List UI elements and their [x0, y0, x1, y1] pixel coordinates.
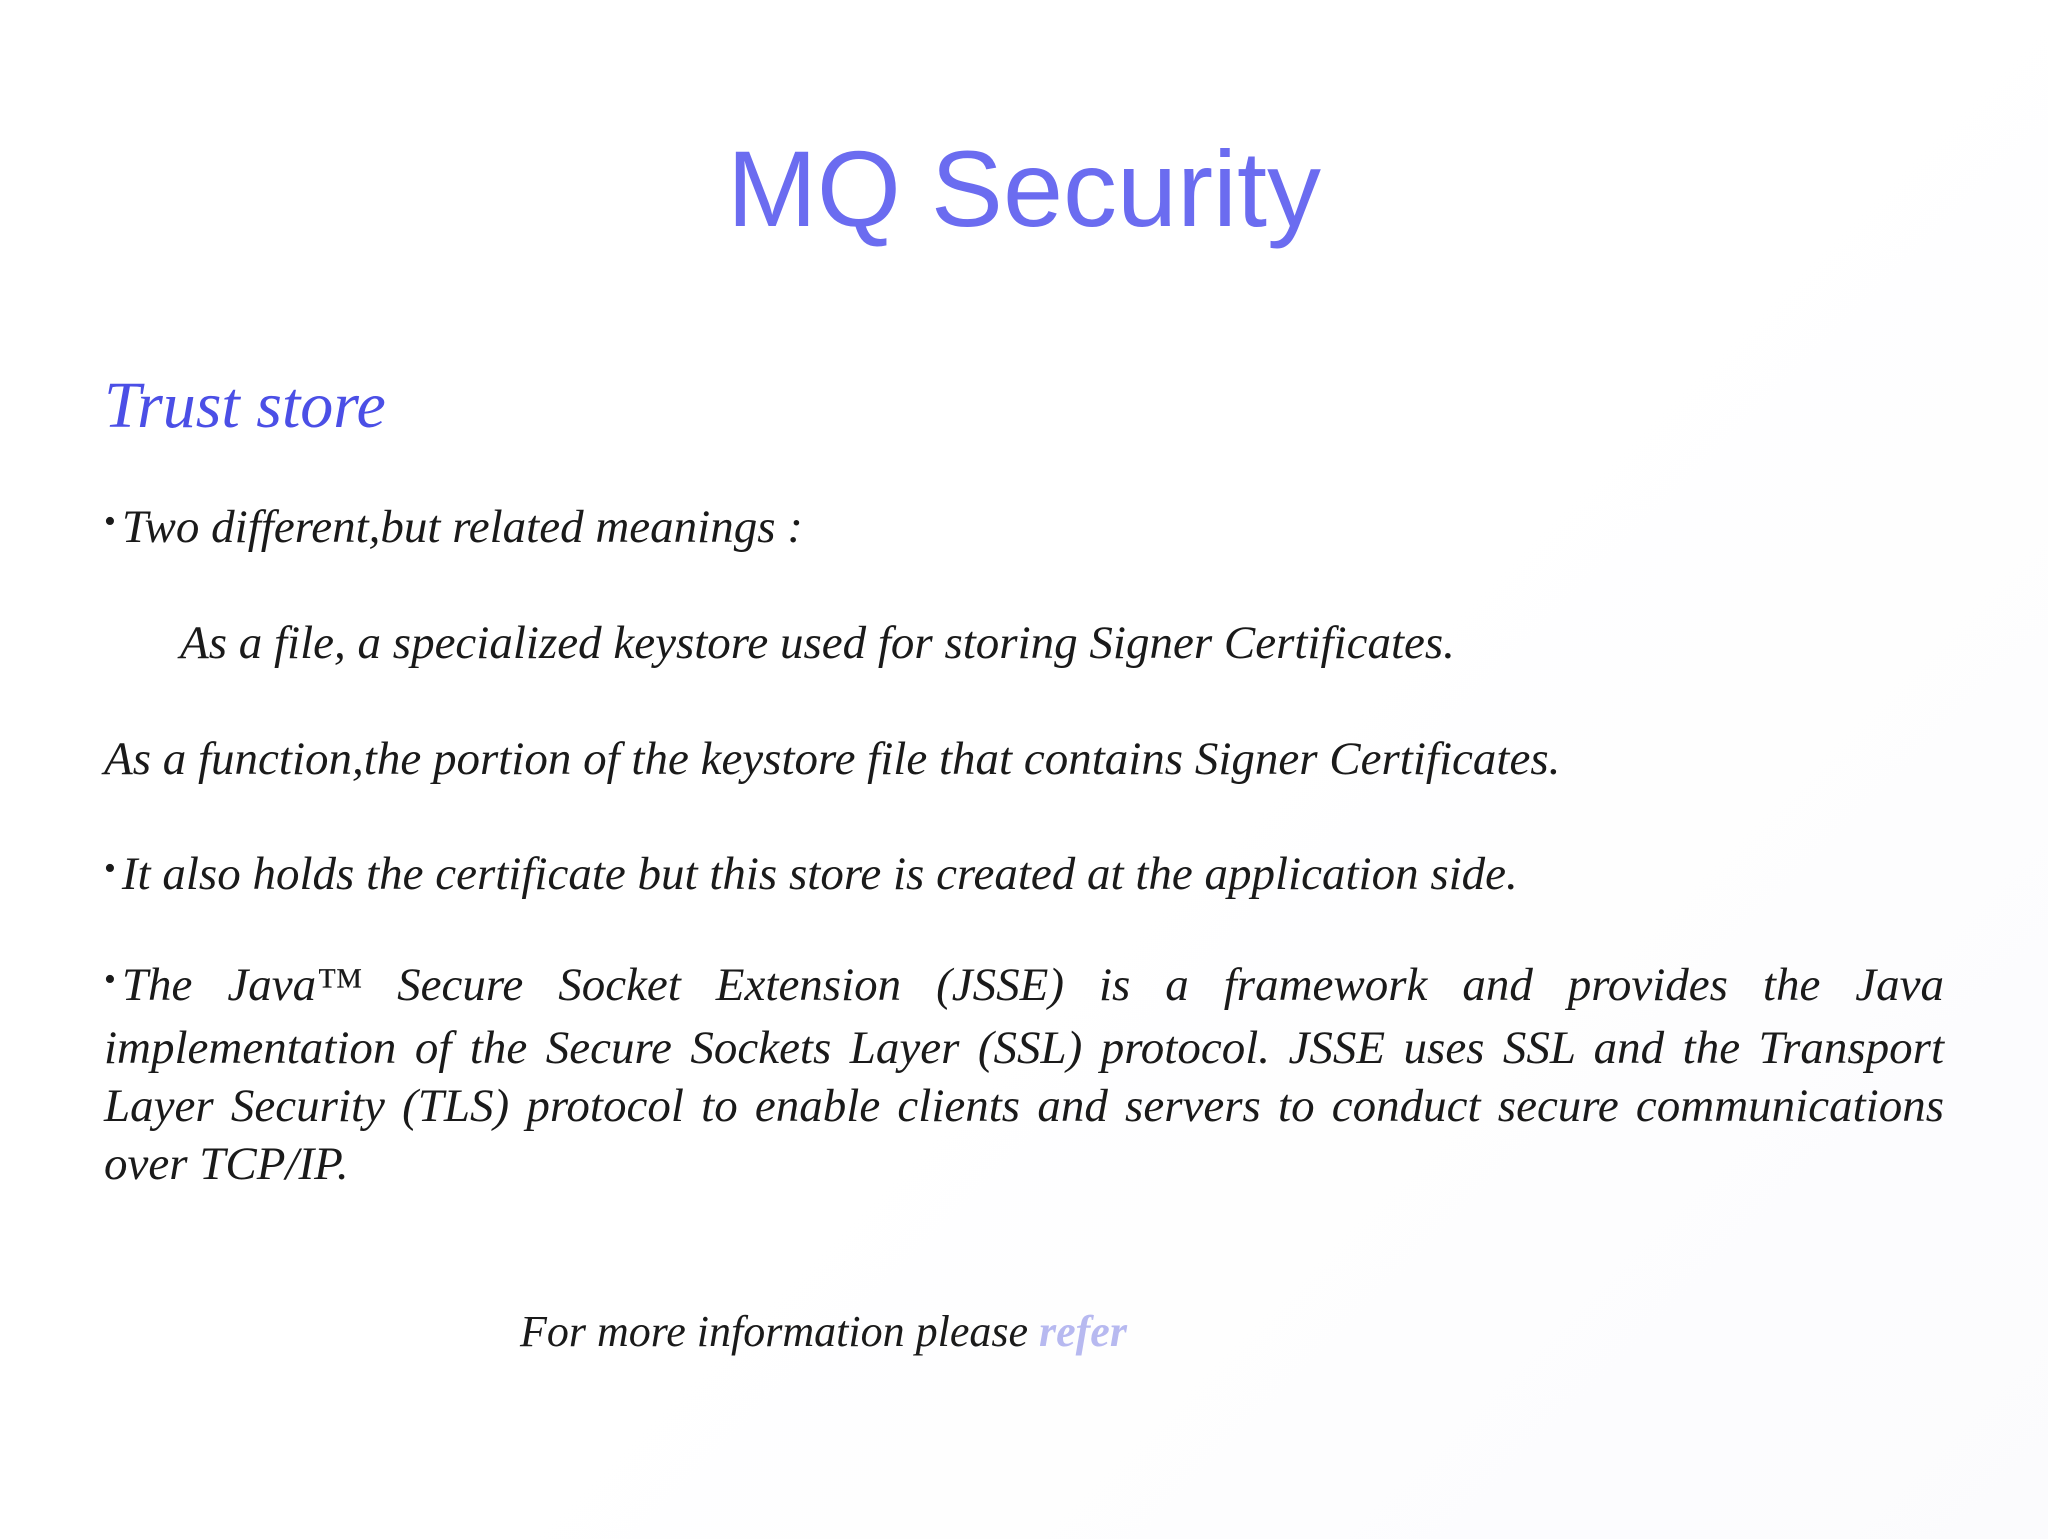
sub-item-file-meaning: As a file, a specialized keystore used for storing Signer Certificates. — [180, 617, 1455, 669]
bullet-icon: • — [104, 503, 116, 540]
bullet-item-meanings — [104, 500, 803, 554]
bullet-icon: • — [104, 961, 116, 998]
bullet-text: The Java™ Secure Socket Extension (JSSE) is a framework and provides the Java implementation of the Secure Sockets Layer (SSL) protocol. JSSE uses SSL and the Transport Layer Security (TLS) protocol to enable clients and servers to conduct secure communications over TCP/IP. — [104, 959, 1944, 1190]
slide-title: MQ Security — [726, 128, 1322, 249]
bullet-icon: • — [104, 850, 116, 887]
bullet-item-application-side — [104, 847, 1518, 901]
footer-note — [520, 1306, 1127, 1357]
sub-item-function-meaning: As a function,the portion of the keystore file that contains Signer Certificates. — [104, 733, 1561, 785]
bullet-item-jsse — [104, 956, 1944, 1193]
refer-link[interactable]: refer — [1039, 1307, 1127, 1356]
footer-text: For more information please — [520, 1307, 1039, 1356]
bullet-text: Two different,but related meanings : — [121, 501, 803, 553]
bullet-text: It also holds the certificate but this store is created at the application side. — [121, 848, 1518, 900]
section-heading: Trust store — [104, 369, 386, 442]
